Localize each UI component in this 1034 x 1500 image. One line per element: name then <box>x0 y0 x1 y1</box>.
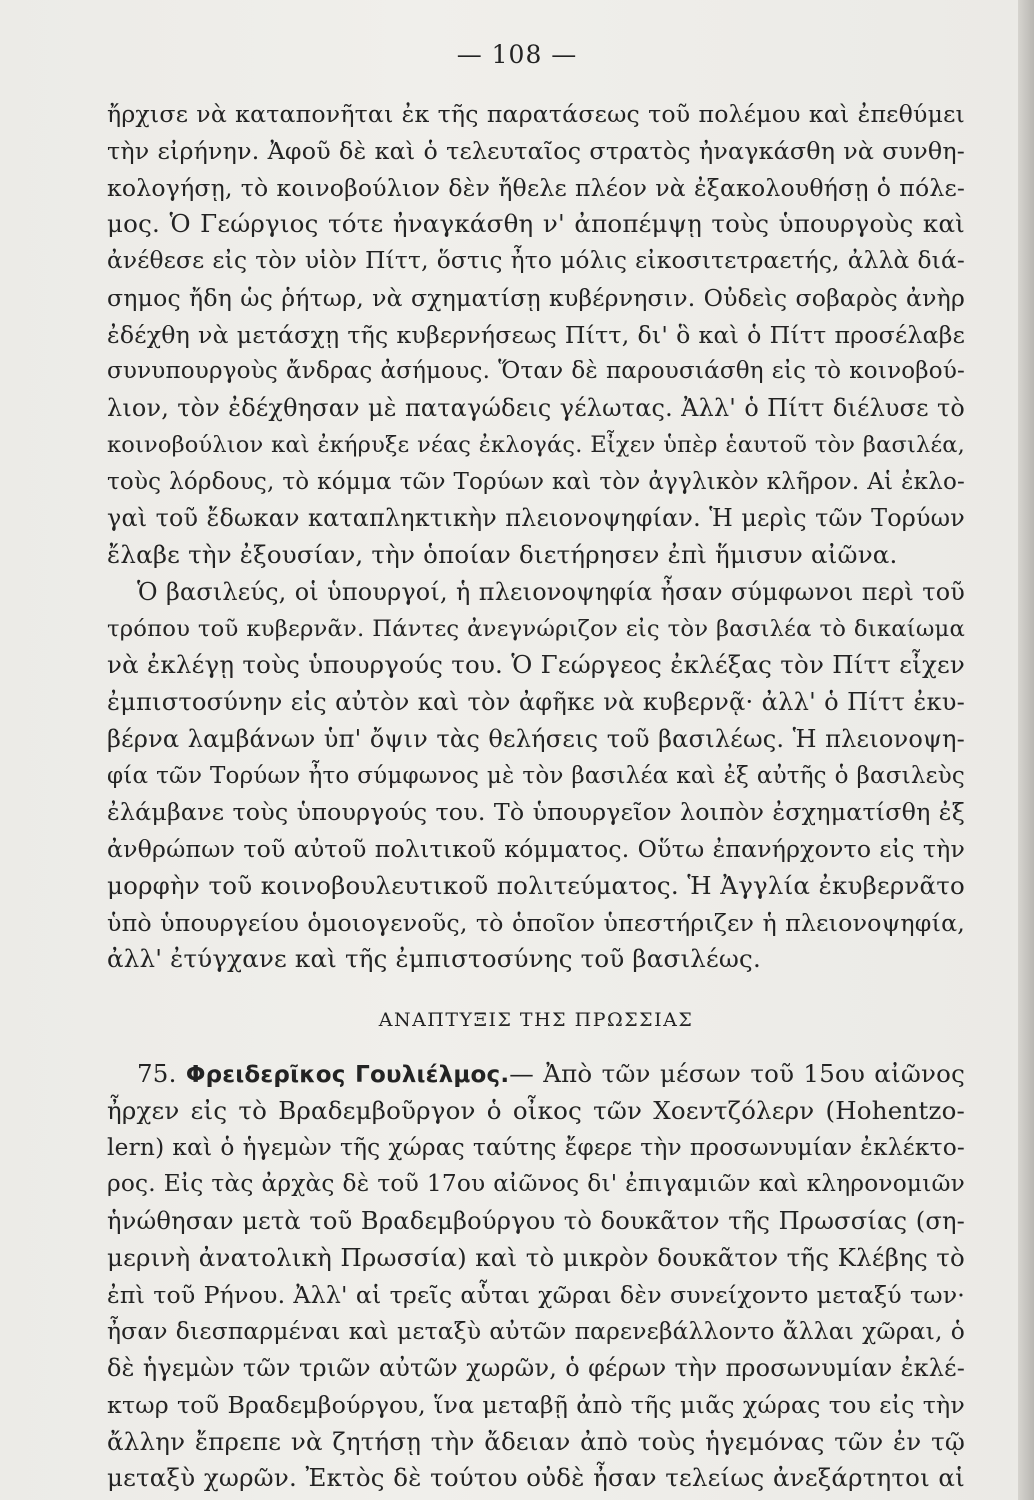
text-line: ἄλλην ἔπρεπε νὰ ζητήσῃ τὴν ἄδειαν ἀπὸ τοὺς ἡγεμόνας τῶν ἐν τῷ <box>107 1426 965 1456</box>
page-edge-shadow <box>1018 0 1034 1500</box>
text-line: φία τῶν Τορύων ἦτο σύμφωνος μὲ τὸν βασιλέα καὶ ἐξ αὐτῆς ὁ βασιλεὺς <box>107 762 965 789</box>
text-line: τοὺς λόρδους, τὸ κόμμα τῶν Τορύων καὶ τὸν ἀγγλικὸν κλῆρον. Αἱ ἐκλο- <box>107 468 965 495</box>
text-line: γαὶ τοῦ ἔδωκαν καταπληκτικὴν πλειονοψηφίαν. Ἡ μερὶς τῶν Τορύων <box>107 504 965 533</box>
text-line: τρόπου τοῦ κυβερνᾶν. Πάντες ἀνεγνώριζον εἰς τὸν βασιλέα τὸ δικαίωμα <box>107 615 965 642</box>
text-line: κτωρ τοῦ Βραδεμβούργου, ἵνα μεταβῇ ἀπὸ τῆς μιᾶς χώρας του εἰς τὴν <box>107 1390 965 1419</box>
section-heading: ΑΝΑΠΤΥΞΙΣ ΤΗΣ ΠΡΩΣΣΙΑΣ <box>378 1009 694 1031</box>
text-line: ὑπὸ ὑπουργείου ὁμοιογενοῦς, τὸ ὁποῖον ὑπεστήριζεν ἡ πλειονοψηφία, <box>107 908 965 937</box>
text-line: ἦρχεν εἰς τὸ Βραδεμβοῦργον ὁ οἶκος τῶν Χοεντζόλερν (Hohentzo- <box>107 1095 965 1125</box>
section-first-line-text: — Ἀπὸ τῶν μέσων τοῦ 15ου αἰῶνος <box>509 1059 965 1088</box>
text-line: ἐλάμβανε τοὺς ὑπουργούς του. Τὸ ὑπουργεῖον λοιπὸν ἐσχηματίσθη ἐξ <box>107 798 965 827</box>
text-line: τὴν εἰρήνην. Ἀφοῦ δὲ καὶ ὁ τελευταῖος στρατὸς ἠναγκάσθη νὰ συνθη- <box>107 136 965 165</box>
text-line: ἀλλ' ἐτύγχανε καὶ τῆς ἐμπιστοσύνης τοῦ βασιλέως. <box>107 944 761 974</box>
text-line: νὰ ἐκλέγῃ τοὺς ὑπουργούς του. Ὁ Γεώργεος ἐκλέξας τὸν Πίττ εἶχεν <box>107 650 965 680</box>
text-line: ἤρχισε νὰ καταπονῆται ἐκ τῆς παρατάσεως τοῦ πολέμου καὶ ἐπεθύμει <box>107 100 965 128</box>
text-line: ἐπὶ τοῦ Ρήνου. Ἀλλ' αἱ τρεῖς αὗται χῶραι δὲν συνείχοντο μεταξύ των· <box>107 1280 965 1309</box>
section-first-line <box>107 1056 965 1093</box>
text-line: κοινοβούλιον καὶ ἐκήρυξε νέας ἐκλογάς. Εἶχεν ὑπὲρ ἑαυτοῦ τὸν βασιλέα, <box>107 431 965 458</box>
section-number: 75. <box>137 1059 177 1088</box>
text-line: συνυπουργοὺς ἄνδρας ἀσήμους. Ὅταν δὲ παρουσιάσθη εἰς τὸ κοινοβού- <box>107 358 965 385</box>
text-line: lern) καὶ ὁ ἡγεμὼν τῆς χώρας ταύτης ἔφερε τὴν προσωνυμίαν ἐκλέκτο- <box>107 1133 965 1161</box>
section-75 <box>107 1056 965 1497</box>
text-line: ἡνώθησαν μετὰ τοῦ Βραδεμβούργου τὸ δουκᾶτον τῆς Πρωσσίας (ση- <box>107 1207 965 1235</box>
text-line: μερινὴ ἀνατολικὴ Πρωσσία) καὶ τὸ μικρὸν δουκᾶτον τῆς Κλέβης τὸ <box>107 1242 965 1272</box>
text-line: δὲ ἡγεμὼν τῶν τριῶν αὐτῶν χωρῶν, ὁ φέρων τὴν προσωνυμίαν ἐκλέ- <box>107 1354 965 1382</box>
text-line: ἀνέθεσε εἰς τὸν υἱὸν Πίττ, ὅστις ἦτο μόλις εἰκοσιτετραετής, ἀλλὰ διά- <box>107 247 965 274</box>
text-line: σημος ἤδη ὡς ῥήτωρ, νὰ σχηματίσῃ κυβέρνησιν. Οὐδεὶς σοβαρὸς ἀνὴρ <box>107 283 965 312</box>
text-line: Ὁ βασιλεύς, οἱ ὑπουργοί, ἡ πλειονοψηφία ἦσαν σύμφωνοι περὶ τοῦ <box>137 577 965 606</box>
text-line: μορφὴν τοῦ κοινοβουλευτικοῦ πολιτεύματος. Ἡ Ἀγγλία ἐκυβερνᾶτο <box>107 870 965 900</box>
text-line: λιον, τὸν ἐδέχθησαν μὲ παταγώδεις γέλωτας. Ἀλλ' ὁ Πίττ διέλυσε τὸ <box>107 394 965 422</box>
text-line: μεταξὺ χωρῶν. Ἐκτὸς δὲ τούτου οὐδὲ ἦσαν τελείως ἀνεξάρτητοι αἱ <box>107 1463 965 1493</box>
text-line: ρος. Εἰς τὰς ἀρχὰς δὲ τοῦ 17ου αἰῶνος δι' ἐπιγαμιῶν καὶ κληρονομιῶν <box>107 1170 965 1198</box>
text-line: ἔλαβε τὴν ἐξουσίαν, τὴν ὁποίαν διετήρησεν ἐπὶ ἥμισυν αἰῶνα. <box>107 540 898 569</box>
text-line: ἐμπιστοσύνην εἰς αὐτὸν καὶ τὸν ἀφῆκε νὰ κυβερνᾷ· ἀλλ' ὁ Πίττ ἐκυ- <box>107 688 965 716</box>
paragraph-2 <box>107 574 965 978</box>
text-line: βέρνα λαμβάνων ὑπ' ὄψιν τὰς θελήσεις τοῦ βασιλέως. Ἡ πλειονοψη- <box>107 724 965 753</box>
page-number: — 108 — <box>456 40 578 69</box>
text-line: ἀνθρώπων τοῦ αὐτοῦ πολιτικοῦ κόμματος. Οὕτω ἐπανήρχοντο εἰς τὴν <box>107 835 965 863</box>
section-title: Φρειδερῖκος Γουλιέλμος. <box>185 1062 510 1088</box>
text-line: μος. Ὁ Γεώργιος τότε ἠναγκάσθη ν' ἀποπέμψῃ τοὺς ὑπουργοὺς καὶ <box>107 209 965 239</box>
text-line: κολογήσῃ, τὸ κοινοβούλιον δὲν ἤθελε πλέον νὰ ἐξακολουθήσῃ ὁ πόλε- <box>107 173 965 202</box>
text-line: ἐδέχθη νὰ μετάσχῃ τῆς κυβερνήσεως Πίττ, δι' ὃ καὶ ὁ Πίττ προσέλαβε <box>107 320 965 349</box>
paragraph-1 <box>107 96 965 574</box>
text-body <box>107 96 965 1497</box>
text-line: ἦσαν διεσπαρμέναι καὶ μεταξὺ αὐτῶν παρενεβάλλοντο ἄλλαι χῶραι, ὁ <box>107 1317 965 1346</box>
